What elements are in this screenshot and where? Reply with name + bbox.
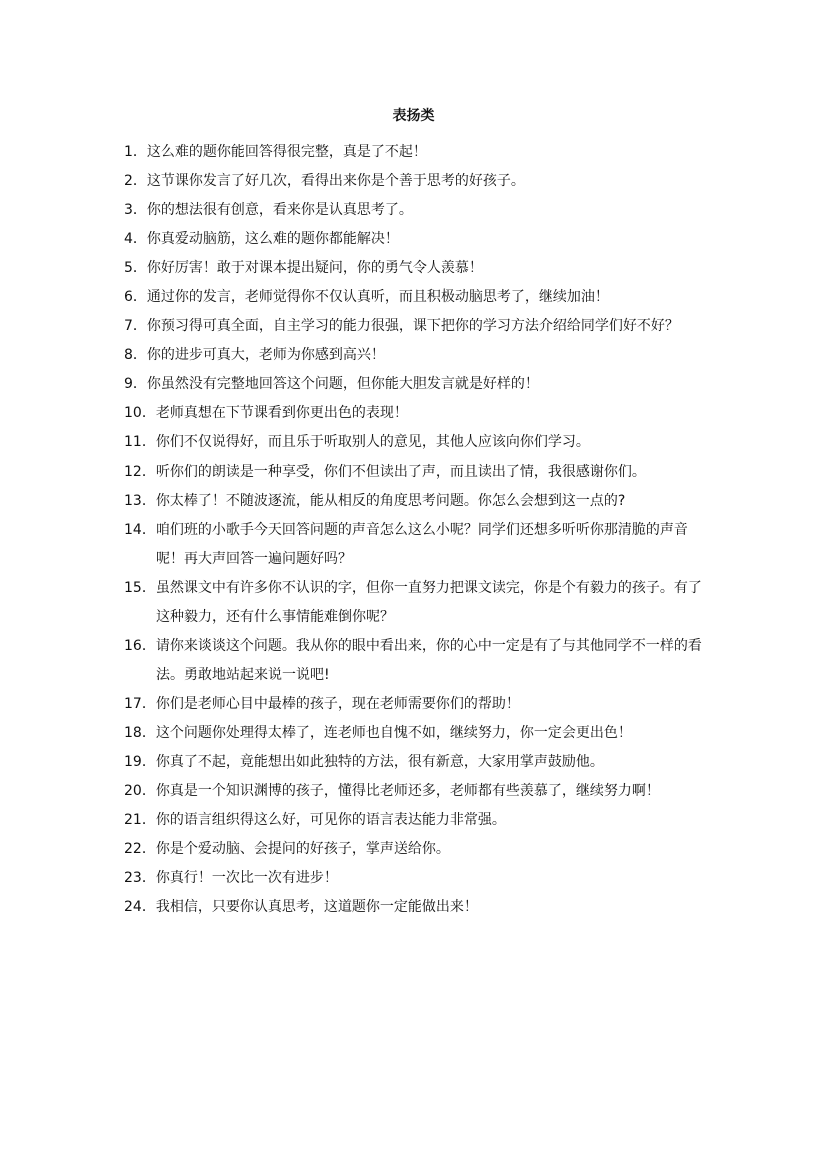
item-number: 2． [124,173,147,190]
item-text: 通过你的发言，老师觉得你不仅认真听，而且积极动脑思考了，继续加油！ [146,289,609,306]
list-item [124,458,710,487]
item-number: 18． [124,724,156,741]
list-item [124,399,710,428]
item-number: 12． [124,463,156,480]
item-text: 你们是老师心目中最棒的孩子，现在老师需要你们的帮助！ [155,695,520,712]
item-number: 19． [124,753,156,770]
item-number: 11． [124,434,156,451]
item-text: 你好厉害！敢于对课本提出疑问，你的勇气令人羡慕！ [146,260,483,277]
list-item [124,806,710,835]
item-number: 21． [124,812,156,829]
item-text: 你真是一个知识渊博的孩子，懂得比老师还多，老师都有些羡慕了，继续努力啊！ [155,783,660,800]
list-item [124,487,710,516]
item-number: 14． [124,521,156,538]
list-item [124,574,710,632]
item-number: 1． [124,144,147,160]
list-item [124,370,710,399]
item-text: 你的语言组织得这么好，可见你的语言表达能力非常强。 [155,812,506,829]
item-text: 我相信，只要你认真思考，这道题你一定能做出来！ [155,899,478,916]
item-number: 24． [124,899,156,916]
item-text: 这个问题你处理得太棒了，连老师也自愧不如，继续努力，你一定会更出色！ [155,724,632,741]
item-text: 这节课你发言了好几次，看得出来你是个善于思考的好孩子。 [146,173,525,190]
item-number: 16． [124,637,156,654]
item-text: 请你来谈谈这个问题。我从你的眼中看出来，你的心中一定是有了与其他同学不一样的看法。勇敢地站起来说一说吧! [155,637,702,683]
item-text: 你真了不起，竟能想出如此独特的方法，很有新意，大家用掌声鼓励他。 [155,753,604,770]
list-item [124,632,710,690]
document-title: 表扬类 [392,108,435,124]
list-item [124,312,710,341]
list-item [124,283,710,312]
list-item [124,748,710,777]
item-text: 老师真想在下节课看到你更出色的表现！ [155,405,408,422]
item-number: 13． [124,492,156,509]
list-item [124,225,710,254]
list-item [124,864,710,893]
list-item [124,196,710,225]
list-item [124,167,710,196]
item-number: 5． [124,260,147,277]
item-number: 15． [124,579,156,596]
item-text: 听你们的朗读是一种享受，你们不但读出了声，而且读出了情，我很感谢你们。 [155,463,646,480]
item-number: 10． [124,405,156,422]
list-item [124,341,710,370]
item-number: 7． [124,318,147,335]
item-number: 22． [124,841,156,858]
praise-list [124,138,710,922]
list-item [124,835,710,864]
item-number: 6． [124,289,147,306]
item-number: 9． [124,376,147,393]
item-text: 你真爱动脑筋，这么难的题你都能解决！ [146,231,399,248]
list-item [124,719,710,748]
item-text: 咱们班的小歌手今天回答问题的声音怎么这么小呢？同学们还想多听听你那清脆的声音呢！再大声回答一遍问题好吗？ [155,521,688,567]
item-number: 23． [124,870,156,887]
list-item [124,254,710,283]
list-item [124,893,710,922]
item-text: 你预习得可真全面，自主学习的能力很强，课下把你的学习方法介绍给同学们好不好？ [146,318,679,335]
item-text: 你虽然没有完整地回答这个问题，但你能大胆发言就是好样的！ [146,376,539,393]
item-text: 这么难的题你能回答得很完整，真是了不起！ [146,144,427,160]
list-item [124,428,710,457]
list-item [124,516,710,574]
item-number: 20． [124,783,156,800]
item-text: 你真行！一次比一次有进步！ [155,870,338,887]
item-text: 你是个爱动脑、会提问的好孩子，掌声送给你。 [155,841,450,858]
list-item [124,690,710,719]
item-text: 你的想法很有创意，看来你是认真思考了。 [146,202,413,219]
item-number: 17． [124,695,156,712]
item-text: 你太棒了！不随波逐流，能从相反的角度思考问题。你怎么会想到这一点的? [155,492,626,509]
item-text: 你们不仅说得好，而且乐于听取别人的意见，其他人应该向你们学习。 [155,434,590,451]
item-text: 虽然课文中有许多你不认识的字，但你一直努力把课文读完，你是个有毅力的孩子。有了这种毅力，还有什么事情能难倒你呢？ [155,579,702,625]
item-number: 8． [124,347,147,364]
list-item [124,777,710,806]
item-number: 3． [124,202,147,219]
item-text: 你的进步可真大，老师为你感到高兴！ [146,347,385,364]
item-number: 4． [124,231,147,248]
list-item [124,138,710,167]
